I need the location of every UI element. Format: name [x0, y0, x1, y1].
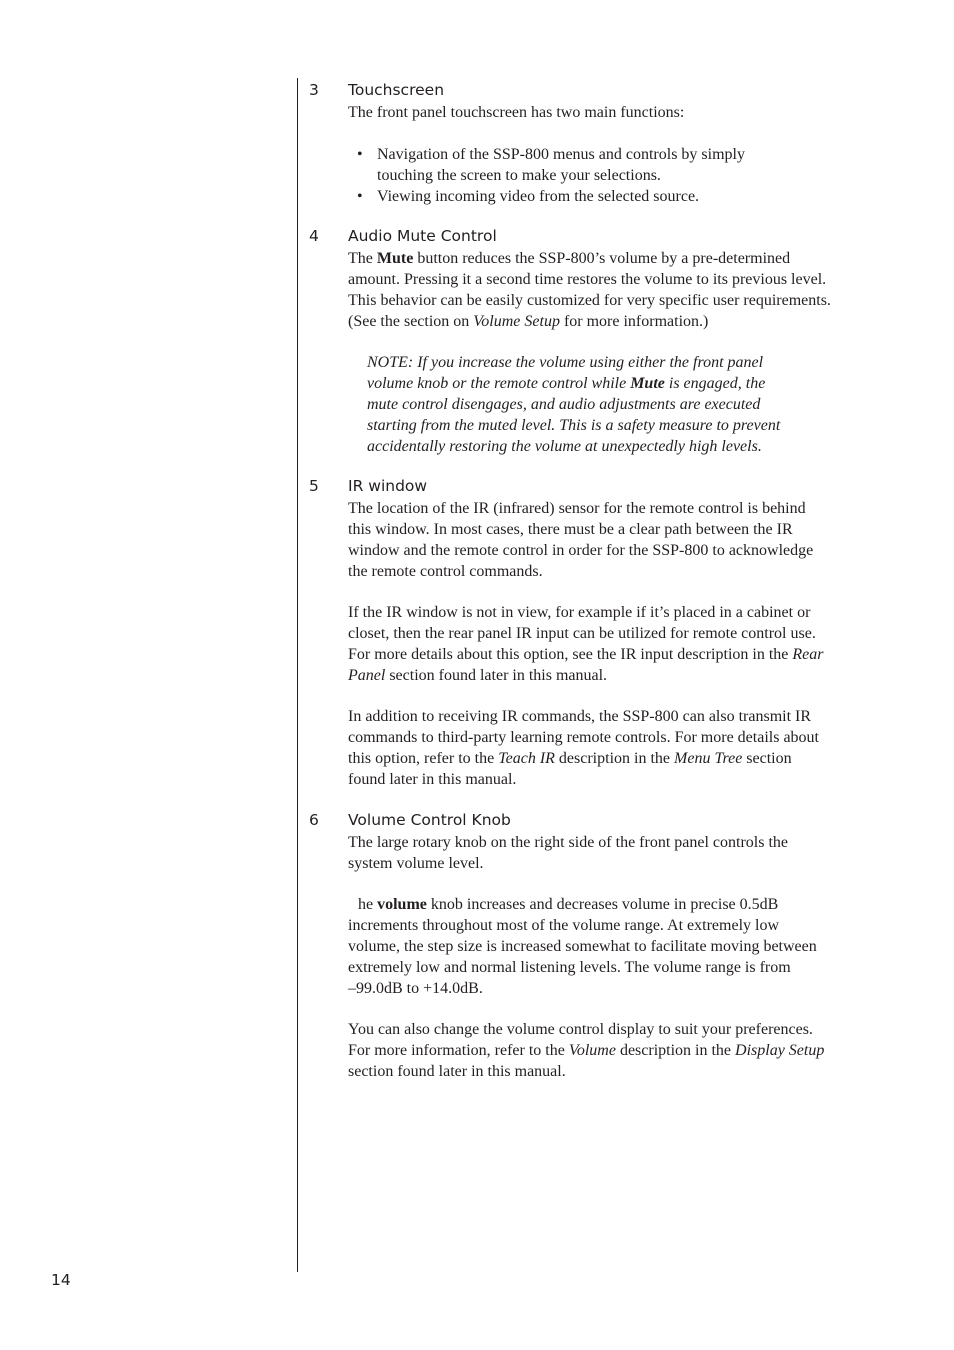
paragraph-line: You can also change the volume control display to suit your preferences. [348, 1021, 813, 1038]
paragraph-line: (See the section on Volume Setup for more information.) [348, 313, 709, 330]
paragraph-line: extremely low and normal listening levels. The volume range is from [348, 959, 791, 976]
paragraph-line: increments throughout most of the volume range. At extremely low [348, 917, 780, 934]
paragraph-line: For more details about this option, see the IR input description in the Rear [348, 646, 824, 663]
paragraph-line: volume, the step size is increased somewhat to facilitate moving between [348, 938, 817, 955]
bullet-line: Viewing incoming video from the selected source. [377, 188, 700, 205]
bullet-icon: • [357, 146, 363, 163]
paragraph-line: this option, refer to the Teach IR description in the Menu Tree section [348, 750, 792, 767]
section-number: 5 [309, 477, 319, 495]
bullet-line: Navigation of the SSP-800 menus and controls by simply [377, 146, 745, 163]
paragraph-line: commands to third-party learning remote controls. For more details about [348, 729, 819, 746]
section-intro: The front panel touchscreen has two main functions: [348, 104, 685, 121]
bullet-icon: • [357, 188, 363, 205]
bullet-line: touching the screen to make your selections. [377, 167, 661, 184]
paragraph-line: the remote control commands. [348, 563, 543, 580]
note-line: volume knob or the remote control while Mute is engaged, the [367, 375, 766, 392]
paragraph-line: The large rotary knob on the right side of the front panel controls the [348, 834, 789, 851]
section-title: Volume Control Knob [348, 811, 511, 829]
paragraph-line: window and the remote control in order for the SSP-800 to acknowledge [348, 542, 814, 559]
paragraph-line: Panel section found later in this manual. [348, 667, 608, 684]
section-number: 4 [309, 227, 319, 245]
note-line: NOTE: If you increase the volume using either the front panel [367, 354, 764, 371]
paragraph-line: amount. Pressing it a second time restores the volume to its previous level. [348, 271, 827, 288]
paragraph-line: –99.0dB to +14.0dB. [348, 980, 483, 997]
section-title: Touchscreen [348, 81, 445, 99]
paragraph-line: This behavior can be easily customized for very specific user requirements. [348, 292, 831, 309]
paragraph-line: The Mute button reduces the SSP-800’s volume by a pre-determined [348, 250, 791, 267]
section-title: IR window [348, 477, 428, 495]
paragraph-line: closet, then the rear panel IR input can be utilized for remote control use. [348, 625, 816, 642]
paragraph-line: system volume level. [348, 855, 484, 872]
paragraph-line: he volume knob increases and decreases volume in precise 0.5dB [358, 896, 779, 913]
section-number: 3 [309, 81, 319, 99]
paragraph-line: In addition to receiving IR commands, the SSP-800 can also transmit IR [348, 708, 812, 725]
section-number: 6 [309, 811, 319, 829]
paragraph-line: section found later in this manual. [348, 1063, 566, 1080]
paragraph-line: If the IR window is not in view, for example if it’s placed in a cabinet or [348, 604, 811, 621]
note-line: mute control disengages, and audio adjustments are executed [367, 396, 761, 413]
page-number: 14 [51, 1271, 71, 1289]
margin-rule [297, 78, 298, 1272]
paragraph-line: found later in this manual. [348, 771, 517, 788]
paragraph-line: For more information, refer to the Volume description in the Display Setup [348, 1042, 825, 1059]
note-line: accidentally restoring the volume at unexpectedly high levels. [367, 438, 762, 455]
note-line: starting from the muted level. This is a safety measure to prevent [367, 417, 781, 434]
paragraph-line: The location of the IR (infrared) sensor for the remote control is behind [348, 500, 806, 517]
section-title: Audio Mute Control [348, 227, 497, 245]
paragraph-line: this window. In most cases, there must be a clear path between the IR [348, 521, 793, 538]
